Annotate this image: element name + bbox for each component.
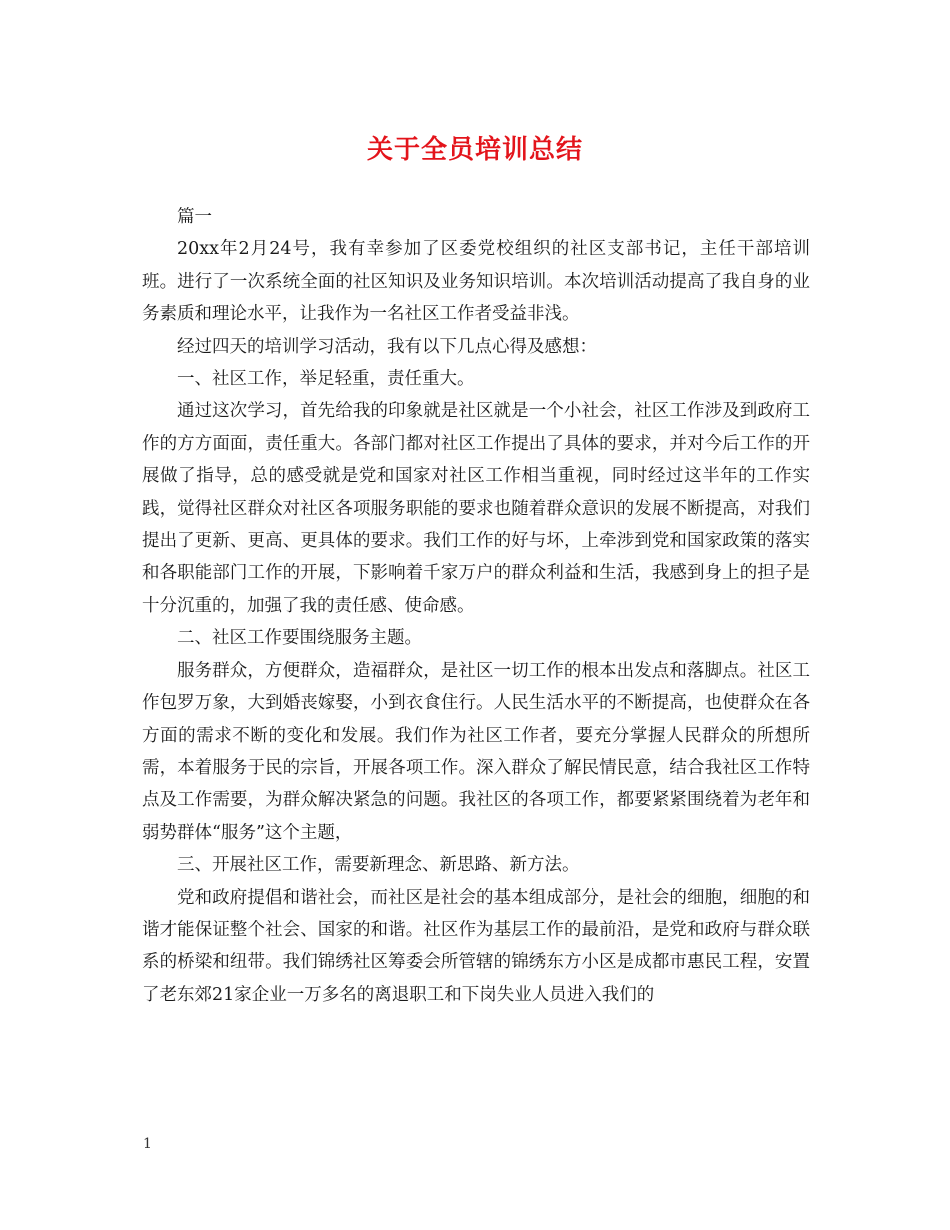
section-heading: 三、开展社区工作，需要新理念、新思路、新方法。: [177, 855, 580, 876]
paragraph: 通过这次学习，首先给我的印象就是社区就是一个小社会，社区工作涉及到政府工作的方方面面，责任重大。各部门都对社区工作提出了具体的要求，并对今后工作的开展做了指导，总的感受就是党和国家对社区工作相当重视，同时经过这半年的工作实践，觉得社区群众对社区各项服务职能的要求也随着群众意识的发展不断提高，对我们提出了更新、更高、更具体的要求。我们工作的好与坏，上牵涉到党和国家政策的落实和各职能部门工作的开展，下影响着千家万户的群众利益和生活，我感到身上的担子是十分沉重的，加强了我的责任感、使命感。: [142, 401, 810, 616]
document-body: [142, 201, 810, 1011]
paragraph: 经过四天的培训学习活动，我有以下几点心得及感想：: [177, 336, 597, 357]
page-number: 1: [143, 1136, 152, 1152]
document-title: 关于全员培训总结: [366, 135, 583, 165]
section-heading: 一、社区工作，举足轻重，责任重大。: [177, 369, 475, 390]
section-heading: 二、社区工作要围绕服务主题。: [177, 628, 422, 649]
paragraph: 党和政府提倡和谐社会，而社区是社会的基本组成部分，是社会的细胞，细胞的和谐才能保证整个社会、国家的和谐。社区作为基层工作的最前沿，是党和政府与群众联系的桥梁和纽带。我们锦绣社区筹委会所管辖的锦绣东方小区是成都市惠民工程，安置了老东郊21家企业一万多名的离退职工和下岗失业人员进入我们的: [142, 887, 810, 1005]
paragraph: 20xx年2月24号，我有幸参加了区委党校组织的社区支部书记，主任干部培训班。进行了一次系统全面的社区知识及业务知识培训。本次培训活动提高了我自身的业务素质和理论水平，让我作为一名社区工作者受益非浅。: [142, 239, 810, 325]
paragraph: 服务群众，方便群众，造福群众，是社区一切工作的根本出发点和落脚点。社区工作包罗万象，大到婚丧嫁娶，小到衣食住行。人民生活水平的不断提高，也使群众在各方面的需求不断的变化和发展。我们作为社区工作者，要充分掌握人民群众的所想所需，本着服务于民的宗旨，开展各项工作。深入群众了解民情民意，结合我社区工作特点及工作需要，为群众解决紧急的问题。我社区的各项工作，都要紧紧围绕着为老年和弱势群体“服务”这个主题，: [142, 660, 810, 843]
section-label: 篇一: [177, 207, 212, 227]
